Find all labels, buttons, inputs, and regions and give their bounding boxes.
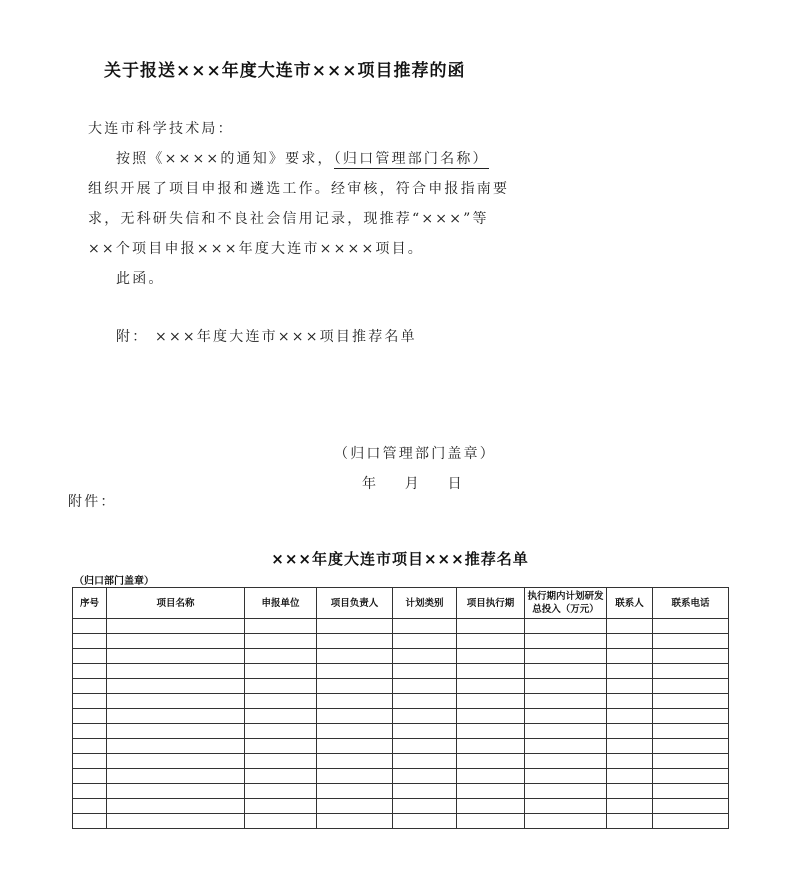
table-cell[interactable] <box>245 679 317 694</box>
table-row <box>73 694 729 709</box>
table-cell[interactable] <box>393 709 457 724</box>
table-cell[interactable] <box>457 739 525 754</box>
table-cell[interactable] <box>525 634 607 649</box>
table-cell[interactable] <box>317 739 393 754</box>
table-cell[interactable] <box>457 634 525 649</box>
table-cell[interactable] <box>393 664 457 679</box>
table-cell[interactable] <box>245 649 317 664</box>
table-cell[interactable] <box>73 709 107 724</box>
table-cell[interactable] <box>525 694 607 709</box>
table-cell[interactable] <box>317 694 393 709</box>
table-cell[interactable] <box>525 724 607 739</box>
table-cell[interactable] <box>457 664 525 679</box>
paragraph-line-1 <box>116 148 489 168</box>
table-cell[interactable] <box>107 664 245 679</box>
table-cell[interactable] <box>317 619 393 634</box>
table-cell[interactable] <box>525 709 607 724</box>
table-cell[interactable] <box>525 754 607 769</box>
table-cell[interactable] <box>653 799 729 814</box>
table-row <box>73 709 729 724</box>
table-cell[interactable] <box>393 649 457 664</box>
table-row <box>73 754 729 769</box>
table-cell[interactable] <box>393 679 457 694</box>
table-cell[interactable] <box>107 619 245 634</box>
table-cell[interactable] <box>73 619 107 634</box>
table-cell[interactable] <box>73 739 107 754</box>
table-cell[interactable] <box>245 694 317 709</box>
table-cell[interactable] <box>107 814 245 829</box>
table-cell[interactable] <box>457 694 525 709</box>
table-cell[interactable] <box>107 754 245 769</box>
table-cell[interactable] <box>607 814 653 829</box>
paragraph-line-4: ××个项目申报×××年度大连市××××项目。 <box>88 241 424 257</box>
paragraph-line-3: 求，无科研失信和不良社会信用记录，现推荐“×××”等 <box>88 211 489 227</box>
table-cell[interactable] <box>107 724 245 739</box>
table-cell[interactable] <box>317 649 393 664</box>
table-cell[interactable] <box>317 814 393 829</box>
table-cell[interactable] <box>107 799 245 814</box>
salutation: 大连市科学技术局： <box>88 121 234 137</box>
table-cell[interactable] <box>393 799 457 814</box>
table-cell[interactable] <box>245 664 317 679</box>
table-cell[interactable] <box>317 709 393 724</box>
table-cell[interactable] <box>457 649 525 664</box>
table-cell[interactable] <box>245 754 317 769</box>
table-cell[interactable] <box>653 634 729 649</box>
table-cell[interactable] <box>525 799 607 814</box>
table-cell[interactable] <box>653 649 729 664</box>
table-cell[interactable] <box>525 769 607 784</box>
table-cell[interactable] <box>73 724 107 739</box>
table-cell[interactable] <box>653 709 729 724</box>
closing: 此函。 <box>116 271 165 287</box>
table-cell[interactable] <box>107 784 245 799</box>
table-cell[interactable] <box>457 769 525 784</box>
table-cell[interactable] <box>245 784 317 799</box>
table-cell[interactable] <box>73 754 107 769</box>
table-cell[interactable] <box>525 619 607 634</box>
table-cell[interactable] <box>245 619 317 634</box>
department-seal-label: （归口部门盖章） <box>74 576 154 587</box>
table-body <box>73 619 729 829</box>
table-cell[interactable] <box>107 649 245 664</box>
table-cell[interactable] <box>317 799 393 814</box>
table-cell[interactable] <box>457 814 525 829</box>
table-cell[interactable] <box>457 709 525 724</box>
table-cell[interactable] <box>457 724 525 739</box>
table-cell[interactable] <box>393 784 457 799</box>
table-cell[interactable] <box>607 664 653 679</box>
table-cell[interactable] <box>525 739 607 754</box>
seal-text: （归口管理部门盖章） <box>334 446 496 462</box>
table-row <box>73 739 729 754</box>
table-row <box>73 814 729 829</box>
table-cell[interactable] <box>245 724 317 739</box>
table-cell[interactable] <box>245 634 317 649</box>
table-cell[interactable] <box>107 739 245 754</box>
table-cell[interactable] <box>653 814 729 829</box>
table-cell[interactable] <box>317 664 393 679</box>
recommendation-table <box>72 587 729 829</box>
table-header-row <box>73 588 729 619</box>
table-cell[interactable] <box>393 739 457 754</box>
table-cell[interactable] <box>607 784 653 799</box>
table-cell[interactable] <box>653 664 729 679</box>
table-cell[interactable] <box>607 769 653 784</box>
attachment-title: ×××年度大连市项目×××推荐名单 <box>271 550 529 568</box>
table-cell[interactable] <box>107 679 245 694</box>
table-cell[interactable] <box>73 769 107 784</box>
table-cell[interactable] <box>607 634 653 649</box>
table-cell[interactable] <box>653 784 729 799</box>
column-header: 申报单位 <box>245 588 317 619</box>
table-row <box>73 799 729 814</box>
table-cell[interactable] <box>317 679 393 694</box>
table-cell[interactable] <box>653 739 729 754</box>
table-cell[interactable] <box>457 754 525 769</box>
table-row <box>73 649 729 664</box>
table-row <box>73 619 729 634</box>
table-cell[interactable] <box>107 769 245 784</box>
column-header: 项目负责人 <box>317 588 393 619</box>
paragraph-line-1-start: 按照《××××的通知》要求， <box>116 151 334 167</box>
letter-title: 关于报送×××年度大连市×××项目推荐的函 <box>104 61 466 81</box>
table-cell[interactable] <box>393 769 457 784</box>
table-cell[interactable] <box>653 724 729 739</box>
table-cell[interactable] <box>653 754 729 769</box>
attachment-label: 附件： <box>68 494 117 510</box>
table-cell[interactable] <box>525 679 607 694</box>
table-cell[interactable] <box>73 799 107 814</box>
table-row <box>73 784 729 799</box>
table-row <box>73 664 729 679</box>
table-cell[interactable] <box>607 679 653 694</box>
table-cell[interactable] <box>245 739 317 754</box>
column-header: 执行期内计划研发总投入（万元） <box>525 588 607 619</box>
table-cell[interactable] <box>317 724 393 739</box>
table-cell[interactable] <box>653 679 729 694</box>
table-cell[interactable] <box>107 694 245 709</box>
table-cell[interactable] <box>393 634 457 649</box>
table-cell[interactable] <box>317 769 393 784</box>
column-header: 项目执行期 <box>457 588 525 619</box>
table-cell[interactable] <box>73 664 107 679</box>
table-cell[interactable] <box>607 619 653 634</box>
table-cell[interactable] <box>525 664 607 679</box>
table-cell[interactable] <box>107 709 245 724</box>
table-cell[interactable] <box>607 649 653 664</box>
table-cell[interactable] <box>607 694 653 709</box>
table-row <box>73 724 729 739</box>
table-cell[interactable] <box>607 799 653 814</box>
table-cell[interactable] <box>393 754 457 769</box>
table-row <box>73 769 729 784</box>
table-cell[interactable] <box>607 754 653 769</box>
table-cell[interactable] <box>457 784 525 799</box>
table-cell[interactable] <box>73 814 107 829</box>
table-cell[interactable] <box>653 769 729 784</box>
table-cell[interactable] <box>393 724 457 739</box>
table-row <box>73 679 729 694</box>
table-cell[interactable] <box>73 634 107 649</box>
attachment-note: 附： ×××年度大连市×××项目推荐名单 <box>116 329 417 345</box>
column-header: 联系电话 <box>653 588 729 619</box>
table-cell[interactable] <box>107 634 245 649</box>
table-cell[interactable] <box>73 694 107 709</box>
column-header: 项目名称 <box>107 588 245 619</box>
date-line: 年 月 日 <box>362 476 464 492</box>
table-cell[interactable] <box>607 739 653 754</box>
column-header: 计划类别 <box>393 588 457 619</box>
table-cell[interactable] <box>317 784 393 799</box>
table-cell[interactable] <box>457 799 525 814</box>
table-cell[interactable] <box>317 754 393 769</box>
table-cell[interactable] <box>393 814 457 829</box>
paragraph-line-2: 组织开展了项目申报和遴选工作。经审核，符合申报指南要 <box>88 181 510 197</box>
table-cell[interactable] <box>653 694 729 709</box>
table-cell[interactable] <box>245 814 317 829</box>
table-cell[interactable] <box>245 769 317 784</box>
table-cell[interactable] <box>245 709 317 724</box>
table-cell[interactable] <box>393 694 457 709</box>
table-cell[interactable] <box>653 619 729 634</box>
table-cell[interactable] <box>525 784 607 799</box>
table-cell[interactable] <box>317 634 393 649</box>
table-cell[interactable] <box>393 619 457 634</box>
table-row <box>73 634 729 649</box>
table-cell[interactable] <box>607 709 653 724</box>
column-header: 序号 <box>73 588 107 619</box>
table-cell[interactable] <box>607 724 653 739</box>
table-cell[interactable] <box>73 679 107 694</box>
table-cell[interactable] <box>73 784 107 799</box>
table-cell[interactable] <box>457 619 525 634</box>
table-cell[interactable] <box>245 799 317 814</box>
department-name-placeholder: （归口管理部门名称） <box>333 151 489 167</box>
table-cell[interactable] <box>457 679 525 694</box>
column-header: 联系人 <box>607 588 653 619</box>
table-cell[interactable] <box>525 814 607 829</box>
table-cell[interactable] <box>73 649 107 664</box>
table-cell[interactable] <box>525 649 607 664</box>
